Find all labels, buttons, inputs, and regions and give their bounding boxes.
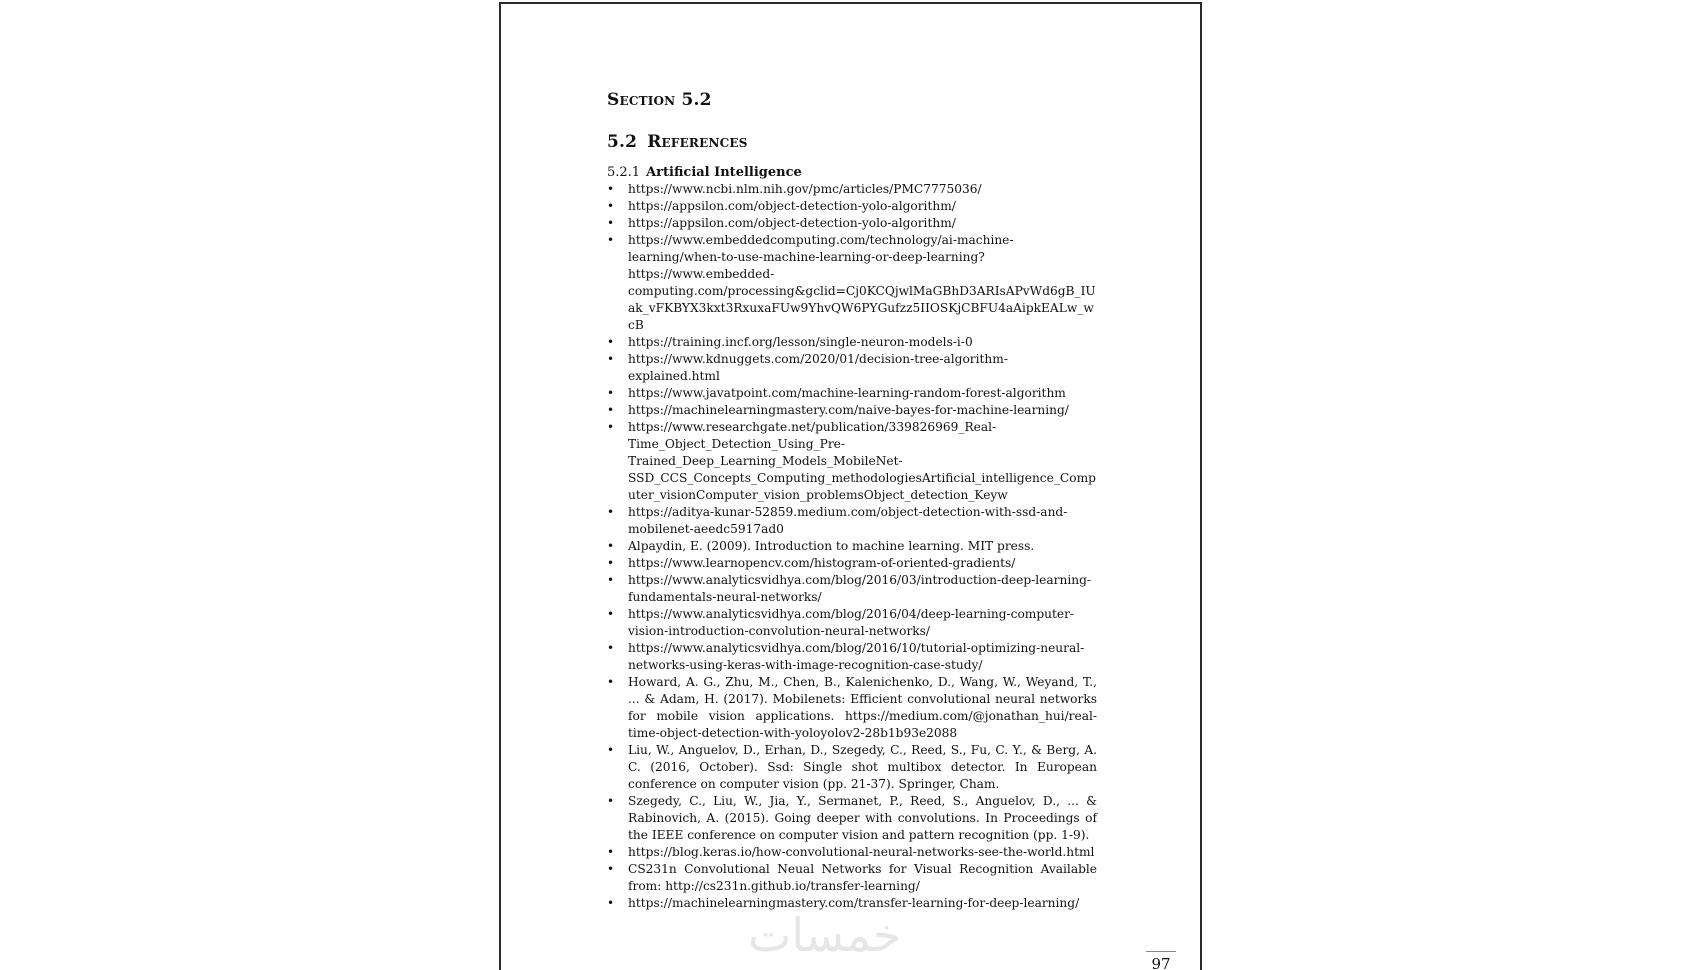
reference-item: • https://www.ncbi.nlm.nih.gov/pmc/articles/PMC7775036/ bbox=[607, 181, 1097, 198]
reference-item: • Szegedy, C., Liu, W., Jia, Y., Sermanet, P., Reed, S., Anguelov, D., ... & Rabinovich, A. (2015). Going deeper with convolutions. In Proceedings of the IEEE conference on computer vision and pattern recognition (pp. 1-9). bbox=[607, 793, 1097, 844]
reference-list bbox=[607, 181, 1097, 912]
reference-item: • https://appsilon.com/object-detection-yolo-algorithm/ bbox=[607, 198, 1097, 215]
reference-item: • https://blog.keras.io/how-convolutional-neural-networks-see-the-world.html bbox=[607, 844, 1097, 861]
reference-item: • https://aditya-kunar-52859.medium.com/object-detection-with-ssd-and-mobilenet-aeedc5917ad0 bbox=[607, 504, 1097, 538]
subsection-title: Artificial Intelligence bbox=[646, 165, 802, 180]
reference-item: • https://appsilon.com/object-detection-yolo-algorithm/ bbox=[607, 215, 1097, 232]
page-content bbox=[607, 90, 1097, 912]
reference-item: • https://training.incf.org/lesson/single-neuron-models-i-0 bbox=[607, 334, 1097, 351]
reference-item: • CS231n Convolutional Neual Networks for Visual Recognition Available from: http://cs231n.github.io/transfer-learning/ bbox=[607, 861, 1097, 895]
section-label: Section 5.2 bbox=[607, 90, 712, 110]
reference-item: • https://www.researchgate.net/publication/339826969_Real-Time_Object_Detection_Using_Pre-Trained_Deep_Learning_Models_MobileNet-SSD_CCS_Concepts_Computing_methodologiesArtificial_intelligence_Computer_visionComputer_vision_problemsObject_detection_Keyw bbox=[607, 419, 1097, 504]
reference-item: • https://www.analyticsvidhya.com/blog/2016/04/deep-learning-computer-vision-introduction-convolution-neural-networks/ bbox=[607, 606, 1097, 640]
heading-title: References bbox=[647, 132, 748, 152]
document-page bbox=[499, 2, 1202, 970]
watermark-logo: خمسات bbox=[748, 908, 902, 962]
reference-item: • https://www.analyticsvidhya.com/blog/2016/03/introduction-deep-learning-fundamentals-neural-networks/ bbox=[607, 572, 1097, 606]
reference-item: • Liu, W., Anguelov, D., Erhan, D., Szegedy, C., Reed, S., Fu, C. Y., & Berg, A. C. (2016, October). Ssd: Single shot multibox detector. In European conference on computer vision (pp. 21-37). Springer, Cham. bbox=[607, 742, 1097, 793]
reference-item: • https://machinelearningmastery.com/naive-bayes-for-machine-learning/ bbox=[607, 402, 1097, 419]
subsection-number: 5.2.1 bbox=[607, 165, 641, 180]
reference-item: • Alpaydin, E. (2009). Introduction to machine learning. MIT press. bbox=[607, 538, 1097, 555]
reference-item: • https://www.kdnuggets.com/2020/01/decision-tree-algorithm-explained.html bbox=[607, 351, 1097, 385]
reference-item: • https://www.learnopencv.com/histogram-of-oriented-gradients/ bbox=[607, 555, 1097, 572]
reference-item: • https://www.embeddedcomputing.com/technology/ai-machine-learning/when-to-use-machine-learning-or-deep-learning?https://www.embedded-computing.com/processing&gclid=Cj0KCQjwlMaGBhD3ARIsAPvWd6gB_IUak_vFKBYX3kxt3RxuxaFUw9YhvQW6PYGufzz5IIOSKjCBFU4aAipkEALw_wcB bbox=[607, 232, 1097, 334]
subsection-heading bbox=[607, 164, 1097, 181]
reference-item: • https://machinelearningmastery.com/transfer-learning-for-deep-learning/ bbox=[607, 895, 1097, 912]
reference-item: • https://www.analyticsvidhya.com/blog/2016/10/tutorial-optimizing-neural-networks-using-keras-with-image-recognition-case-study/ bbox=[607, 640, 1097, 674]
reference-item: • Howard, A. G., Zhu, M., Chen, B., Kalenichenko, D., Wang, W., Weyand, T., ... & Adam, H. (2017). Mobilenets: Efficient convolutional neural networks for mobile vision applications. https://medium.com/@jonathan_hui/real-time-object-detection-with-yoloyolov2-28b1b93e2088 bbox=[607, 674, 1097, 742]
reference-item: • https://www.javatpoint.com/machine-learning-random-forest-algorithm bbox=[607, 385, 1097, 402]
references-heading bbox=[607, 132, 1097, 152]
heading-number: 5.2 bbox=[607, 132, 638, 152]
page-number: 97 bbox=[1146, 951, 1176, 970]
